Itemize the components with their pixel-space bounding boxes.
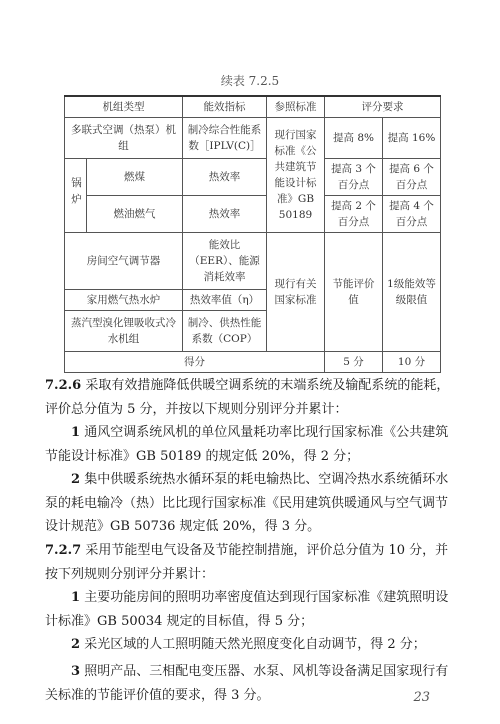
clause-item [45,586,455,633]
item-text: 集中供暖系统热水循环泵的耗电输热比、空调冷热水系统循环水泵的耗电输冷（热）比比现行国家标准《民用建筑供暖通风与空气调节设计规范》GB 50736 规定低 20%，得 3 分。 [45,472,449,535]
item-number: 2 [71,637,81,652]
table-caption: 续表 7.2.5 [220,74,280,88]
cell-score-high: 提高 6 个百分点 [383,159,441,196]
table-row [65,233,441,290]
cell-eval-value: 节能评价值 [325,233,383,352]
cell-type: 蒸汽型溴化锂吸收式冷水机组 [65,311,183,352]
table-row [65,196,441,233]
header-scoring: 评分要求 [325,96,441,118]
cell-score-high: 提高 16% [383,118,441,159]
header-unit-type: 机组类型 [65,96,183,118]
cell-type: 家用燃气热水炉 [65,290,183,311]
cell-standard-gb50189: 现行国家标准《公共建筑节能设计标准》GB 50189 [267,118,325,233]
clause-text: 采取有效措施降低供暖空调系统的末端系统及输配系统的能耗，评价总分值为 5 分，并按以下规则分别评分并累计： [45,378,450,417]
cell-metric: 热效率 [183,196,267,233]
table-header-row [65,96,441,118]
cell-score-low: 提高 2 个百分点 [325,196,383,233]
cell-type: 燃煤 [87,159,183,196]
header-reference-standard: 参照标准 [267,96,325,118]
cell-score-label: 得分 [65,352,325,373]
cell-metric: 热效率值（η） [183,290,267,311]
item-number: 1 [71,425,81,440]
cell-score-10: 10 分 [383,352,441,373]
item-text: 采光区域的人工照明随天然光照度变化自动调节，得 2 分； [84,637,426,652]
clause-7-2-7 [45,539,455,586]
cell-type: 多联式空调（热泵）机组 [65,118,183,159]
clause-text: 采用节能型电气设备及节能控制措施，评价总分值为 10 分，并按下列规则分别评分并累计： [45,543,449,582]
clause-item [45,468,455,539]
clause-item [45,660,455,707]
cell-type: 房间空气调节器 [65,233,183,290]
cell-score-low: 提高 8% [325,118,383,159]
clause-number: 7.2.6 [45,378,82,393]
cell-metric: 制冷、供热性能系数（COP） [183,311,267,352]
page-number: 23 [413,690,430,705]
item-text: 通风空调系统风机的单位风量耗功率比现行国家标准《公共建筑节能设计标准》GB 50189 的规定低 20%，得 2 分； [45,425,449,464]
clause-item [45,633,455,657]
cell-boiler: 锅炉 [65,159,87,233]
cell-standard-national: 现行有关国家标准 [267,233,325,352]
table-row [65,159,441,196]
item-number: 2 [71,472,81,487]
energy-efficiency-table [64,95,441,373]
item-text: 照明产品、三相配电变压器、水泵、风机等设备满足国家现行有关标准的节能评价值的要求，得 3 分。 [45,664,449,703]
cell-score-high: 提高 4 个百分点 [383,196,441,233]
clause-number: 7.2.7 [45,543,82,558]
table-row [65,118,441,159]
header-efficiency-metric: 能效指标 [183,96,267,118]
cell-score-5: 5 分 [325,352,383,373]
clause-7-2-6 [45,374,455,421]
cell-type: 燃油燃气 [87,196,183,233]
cell-metric: 热效率 [183,159,267,196]
cell-level-limit: 1级能效等级限值 [383,233,441,352]
item-number: 3 [71,664,81,679]
item-number: 1 [71,590,81,605]
cell-metric: 制冷综合性能系数［IPLV(C)］ [183,118,267,159]
table-score-row [65,352,441,373]
clause-item [45,421,455,468]
cell-score-low: 提高 3 个百分点 [325,159,383,196]
item-text: 主要功能房间的照明功率密度值达到现行国家标准《建筑照明设计标准》GB 50034 规定的目标值，得 5 分； [45,590,449,629]
cell-metric: 能效比（EER）、能源消耗效率 [183,233,267,290]
